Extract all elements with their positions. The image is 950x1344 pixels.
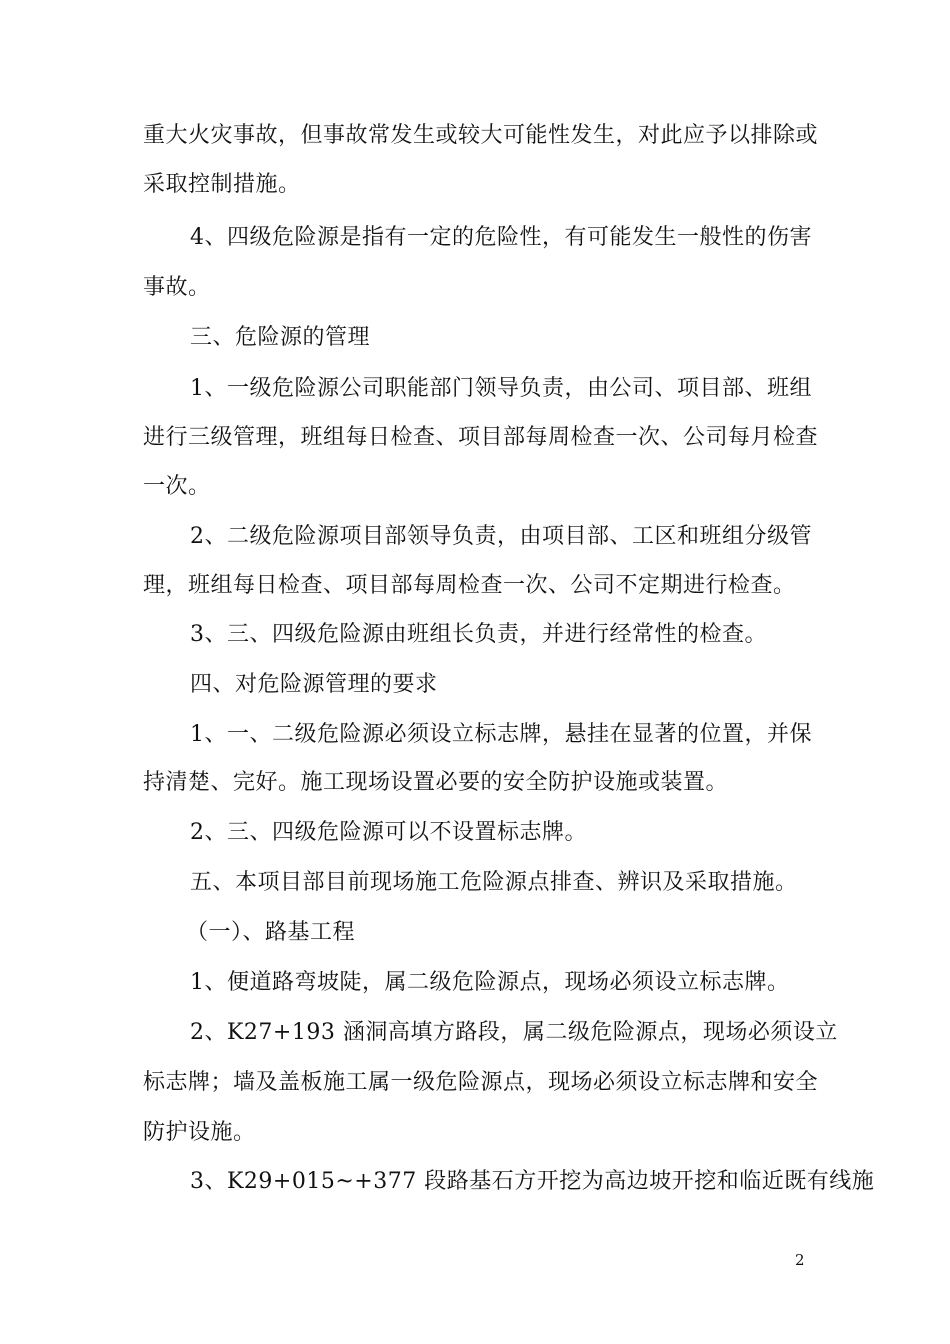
text-line-4: 事故。 (143, 275, 211, 300)
text-line-9: 2、二级危险源项目部领导负责，由项目部、工区和班组分级管 (190, 524, 812, 549)
text-line-3: 4、四级危险源是指有一定的危险性，有可能发生一般性的伤害 (190, 225, 812, 250)
text-line-8: 一次。 (143, 474, 211, 499)
subsection-heading-1: （一）、路基工程 (186, 920, 356, 945)
text-line-14: 持清楚、完好。施工现场设置必要的安全防护设施或装置。 (143, 770, 729, 795)
section-heading-4: 四、对危险源管理的要求 (190, 672, 438, 697)
text-line-18: 1、便道路弯坡陡，属二级危险源点，现场必须设立标志牌。 (190, 970, 790, 995)
text-line-21: 防护设施。 (143, 1120, 256, 1145)
text-line-6: 1、一级危险源公司职能部门领导负责，由公司、项目部、班组 (190, 376, 812, 401)
text-line-10: 理，班组每日检查、项目部每周检查一次、公司不定期进行检查。 (143, 573, 796, 598)
text-line-22: 3、K29+015~+377 段路基石方开挖为高边坡开挖和临近既有线施 (190, 1169, 875, 1194)
section-heading-5: 五、本项目部目前现场施工危险源点排查、辨识及采取措施。 (190, 870, 798, 895)
text-line-19: 2、K27+193 涵洞高填方路段，属二级危险源点，现场必须设立 (190, 1020, 838, 1045)
text-line-11: 3、三、四级危险源由班组长负责，并进行经常性的检查。 (190, 622, 767, 647)
section-heading-3: 三、危险源的管理 (190, 325, 371, 350)
text-line-7: 进行三级管理，班组每日检查、项目部每周检查一次、公司每月检查 (143, 425, 819, 450)
text-line-1: 重大火灾事故，但事故常发生或较大可能性发生，对此应予以排除或 (143, 123, 819, 148)
text-line-2: 采取控制措施。 (143, 172, 301, 197)
text-line-13: 1、一、二级危险源必须设立标志牌，悬挂在显著的位置，并保 (190, 722, 812, 747)
text-line-15: 2、三、四级危险源可以不设置标志牌。 (190, 820, 587, 845)
page-number: 2 (795, 1251, 805, 1269)
text-line-20: 标志牌；墙及盖板施工属一级危险源点，现场必须设立标志牌和安全 (143, 1070, 819, 1095)
